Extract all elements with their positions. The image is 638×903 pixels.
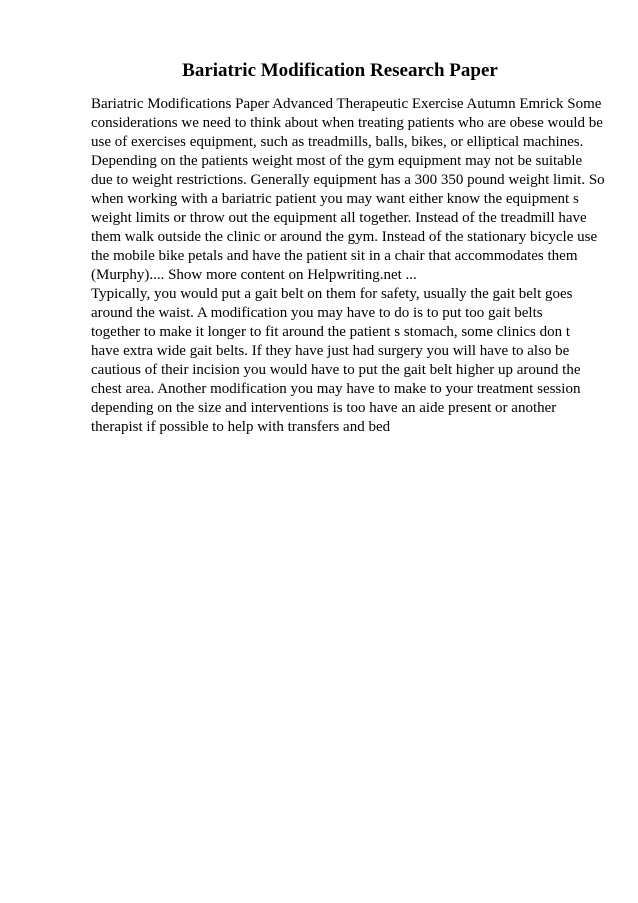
body-line: them walk outside the clinic or around the gym. Instead of the stationary bicycle use: [91, 229, 598, 245]
body-line: Typically, you would put a gait belt on them for safety, usually the gait belt goes: [91, 286, 573, 302]
body-line: have extra wide gait belts. If they have just had surgery you will have to also be: [91, 343, 570, 359]
document-title: Bariatric Modification Research Paper: [182, 60, 498, 81]
body-line: depending on the size and interventions is too have an aide present or another: [91, 400, 557, 416]
body-line: Depending on the patients weight most of the gym equipment may not be suitable: [91, 153, 583, 169]
body-line: due to weight restrictions. Generally equipment has a 300 350 pound weight limit. So: [91, 172, 605, 188]
body-line: weight limits or throw out the equipment all together. Instead of the treadmill have: [91, 210, 587, 226]
body-line: considerations we need to think about when treating patients who are obese would be: [91, 115, 603, 131]
body-line: the mobile bike petals and have the patient sit in a chair that accommodates them: [91, 248, 578, 264]
document-body: [91, 95, 605, 437]
body-line: therapist if possible to help with transfers and bed: [91, 419, 391, 435]
body-line: when working with a bariatric patient you may want either know the equipment s: [91, 191, 579, 207]
body-line: use of exercises equipment, such as treadmills, balls, bikes, or elliptical machines.: [91, 134, 584, 150]
body-line: chest area. Another modification you may have to make to your treatment session: [91, 381, 581, 397]
body-line: (Murphy).... Show more content on Helpwriting.net ...: [91, 267, 417, 283]
body-line: Bariatric Modifications Paper Advanced Therapeutic Exercise Autumn Emrick Some: [91, 96, 602, 112]
body-line: around the waist. A modification you may have to do is to put too gait belts: [91, 305, 543, 321]
body-line: cautious of their incision you would have to put the gait belt higher up around the: [91, 362, 581, 378]
body-line: together to make it longer to fit around the patient s stomach, some clinics don t: [91, 324, 571, 340]
